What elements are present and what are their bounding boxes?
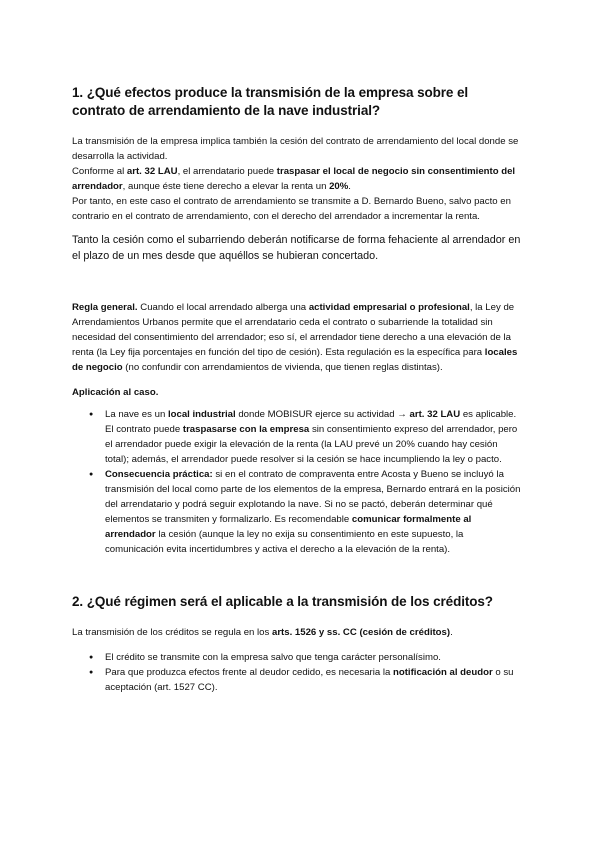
list-item: ● Para que produzca efectos frente al deudor cedido, es necesaria la notificación al deudor o su aceptación (art. 1527 CC).	[105, 665, 524, 695]
application-list	[72, 407, 524, 557]
general-rule-paragraph: Regla general. Cuando el local arrendado alberga una actividad empresarial o profesional, la Ley de Arrendamientos Urbanos permite que el arrendatario ceda el contrato o subarriende la totalidad sin necesidad del consentimiento del arrendador; eso sí, el arrendador tiene derecho a una elevación de la renta (la Ley fija porcentajes en función del tipo de cesión). Esta regulación es la específica para locales de negocio (no confundir con arrendamientos de vivienda, que tienen reglas distintas).	[72, 302, 518, 373]
q1-paragraph-1: La transmisión de la empresa implica también la cesión del contrato de arrendamiento del local donde se desarrolla la actividad.	[72, 136, 519, 162]
question-1-heading: 1. ¿Qué efectos produce la transmisión de la empresa sobre el contrato de arrendamiento de la nave industrial?	[72, 85, 469, 118]
credits-list	[72, 650, 524, 695]
list-item: ● El crédito se transmite con la empresa salvo que tenga carácter personalísimo.	[105, 650, 524, 665]
application-heading: Aplicación al caso.	[72, 387, 159, 398]
q1-paragraph-3: Por tanto, en este caso el contrato de arrendamiento se transmite a D. Bernardo Bueno, salvo pacto en contrario en el contrato de arrendamiento, con el derecho del arrendador a incrementar la renta.	[72, 196, 511, 222]
question-2-heading: 2. ¿Qué régimen será el aplicable a la transmisión de los créditos?	[72, 594, 493, 609]
list-item: ● Consecuencia práctica: si en el contrato de compraventa entre Acosta y Bueno se incluyó la transmisión del local como parte de los elementos de la empresa, Bernardo entrará en la posición del arrendatario y podrá seguir explotando la nave. Si no se pactó, deberán determinar qué elementos se transmiten y formalizarlo. Es recomendable comunicar formalmente al arrendador la cesión (aunque la ley no exija su consentimiento en este supuesto, la comunicación evita incertidumbres y activa el derecho a la elevación de la renta).	[105, 467, 524, 557]
list-item: ● La nave es un local industrial donde MOBISUR ejerce su actividad → art. 32 LAU es aplicable. El contrato puede traspasarse con la empresa sin consentimiento expreso del arrendador, pero el arrendador puede exigir la elevación de la renta (la LAU prevé un 20% cuando hay cesión total); además, el arrendador puede resolver si la cesión se hace incumpliendo la ley o pacto.	[105, 407, 524, 467]
document-page	[72, 84, 524, 695]
q1-paragraph-4: Tanto la cesión como el subarriendo deberán notificarse de forma fehaciente al arrendador en el plazo de un mes desde que aquéllos se hubieran concertado.	[72, 234, 521, 262]
q2-paragraph-1: La transmisión de los créditos se regula en los arts. 1526 y ss. CC (cesión de créditos).	[72, 627, 453, 638]
q1-paragraph-2: Conforme al art. 32 LAU, el arrendatario puede traspasar el local de negocio sin consentimiento del arrendador, aunque éste tiene derecho a elevar la renta un 20%.	[72, 166, 516, 192]
